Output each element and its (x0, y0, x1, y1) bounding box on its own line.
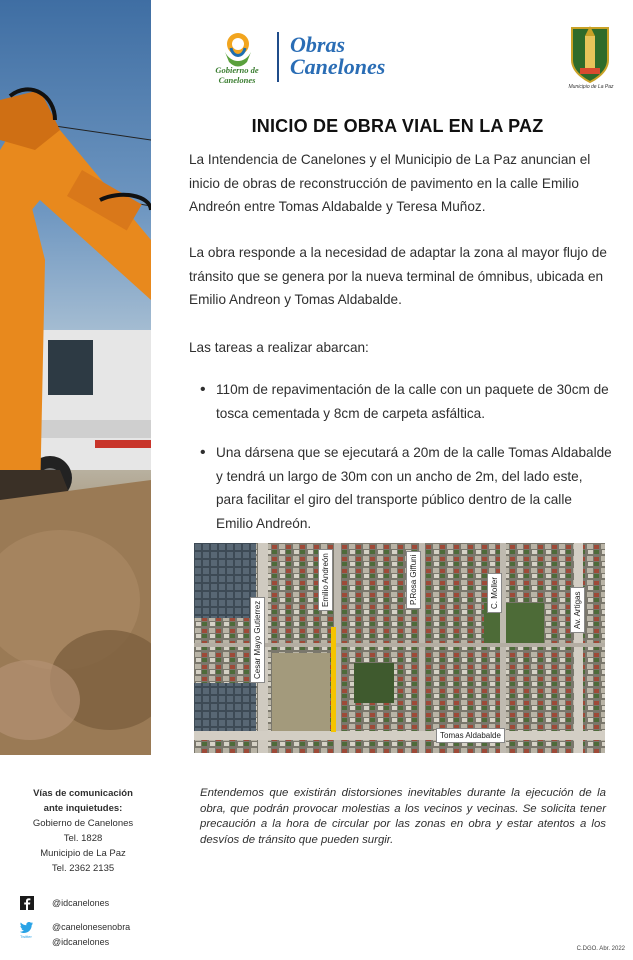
tasks-list (200, 378, 612, 535)
obras-logo-line1: Obras (290, 32, 346, 57)
credit-code: C.DGO. Abr. 2022 (576, 946, 625, 952)
excavator-photo (0, 0, 151, 755)
excavator-illustration (0, 0, 151, 755)
facebook-icon[interactable] (20, 896, 34, 910)
gobierno-canelones-logo-text: Gobierno de Canelones (215, 65, 259, 85)
street-label-c-moller: C. Moller (487, 573, 502, 613)
contact-org-gobierno: Gobierno de Canelones (32, 818, 134, 829)
street-label-cesar-mayo: Cesar Mayo Gutierrez (250, 597, 265, 683)
task-item: • 110m de repavimentación de la calle con un paquete de 30cm de tosca cementada y 8cm de carpeta asfáltica. (200, 378, 612, 425)
contact-heading-line1: Vías de comunicación (33, 788, 133, 799)
twitter-icon[interactable] (20, 920, 34, 934)
task-item: • Una dársena que se ejecutará a 20m de la calle Tomas Aldabalde y tendrá un largo de 30m con un ancho de 2m, del lado este, para facilitar el giro del transporte público dentro de la calle Emilio Andreón. (200, 441, 612, 535)
street-label-emilio-andreon: Emilio Andreón (318, 549, 333, 611)
street-label-tomas-aldabalde: Tomas Aldabalde (436, 728, 505, 743)
twitter-handle-obras[interactable]: @canelonesenobra (52, 922, 131, 932)
municipio-la-paz-shield-icon (568, 22, 612, 84)
facebook-handle[interactable]: @idcanelones (52, 898, 110, 908)
facebook-row[interactable] (20, 896, 170, 912)
contact-tel-gobierno: Tel. 1828 (63, 833, 103, 844)
tasks-intro: Las tareas a realizar abarcan: (189, 340, 369, 355)
contact-heading-line2: ante inquietudes: (43, 803, 123, 814)
street-label-rosa-giffuni: P.Rosa Giffuni (406, 551, 421, 609)
twitter-icon-caption: Twitter (20, 934, 32, 939)
location-map (194, 543, 605, 753)
contact-info (18, 786, 148, 876)
logo-divider (277, 32, 279, 82)
street-label-av-artigas: Av. Artigas (570, 588, 585, 634)
municipio-la-paz-logo-text: Municipio de La Paz (568, 84, 614, 90)
contact-org-municipio: Municipio de La Paz (40, 848, 126, 859)
obras-logo-line2: Canelones (290, 54, 386, 79)
page-title: INICIO DE OBRA VIAL EN LA PAZ (251, 116, 544, 136)
contact-tel-municipio: Tel. 2362 2135 (51, 863, 115, 874)
twitter-row[interactable] (20, 920, 170, 954)
twitter-handle-idcanelones[interactable]: @idcanelones (52, 937, 110, 947)
intro-paragraph: La Intendencia de Canelones y el Municipio de La Paz anuncian el inicio de obras de reconstrucción de pavimento en la calle Emilio Andreón entre Tomas Aldabalde y Teresa Muñoz. (189, 152, 591, 214)
obras-canelones-logo (290, 34, 385, 78)
reason-paragraph: La obra responde a la necesidad de adaptar la zona al mayor flujo de tránsito que se genera por la nueva terminal de ómnibus, ubicada en Emilio Andreon y Tomas Aldabalde. (189, 245, 607, 307)
disclaimer-paragraph: Entendemos que existirán distorsiones inevitables durante la ejecución de la obra, que podrán provocar molestias a los vecinos y vecinas. Se solicita tener precaución a la hora de circular por las zonas en obra y estar atentos a los desvíos de tránsito que pueden surgir. (200, 787, 606, 846)
